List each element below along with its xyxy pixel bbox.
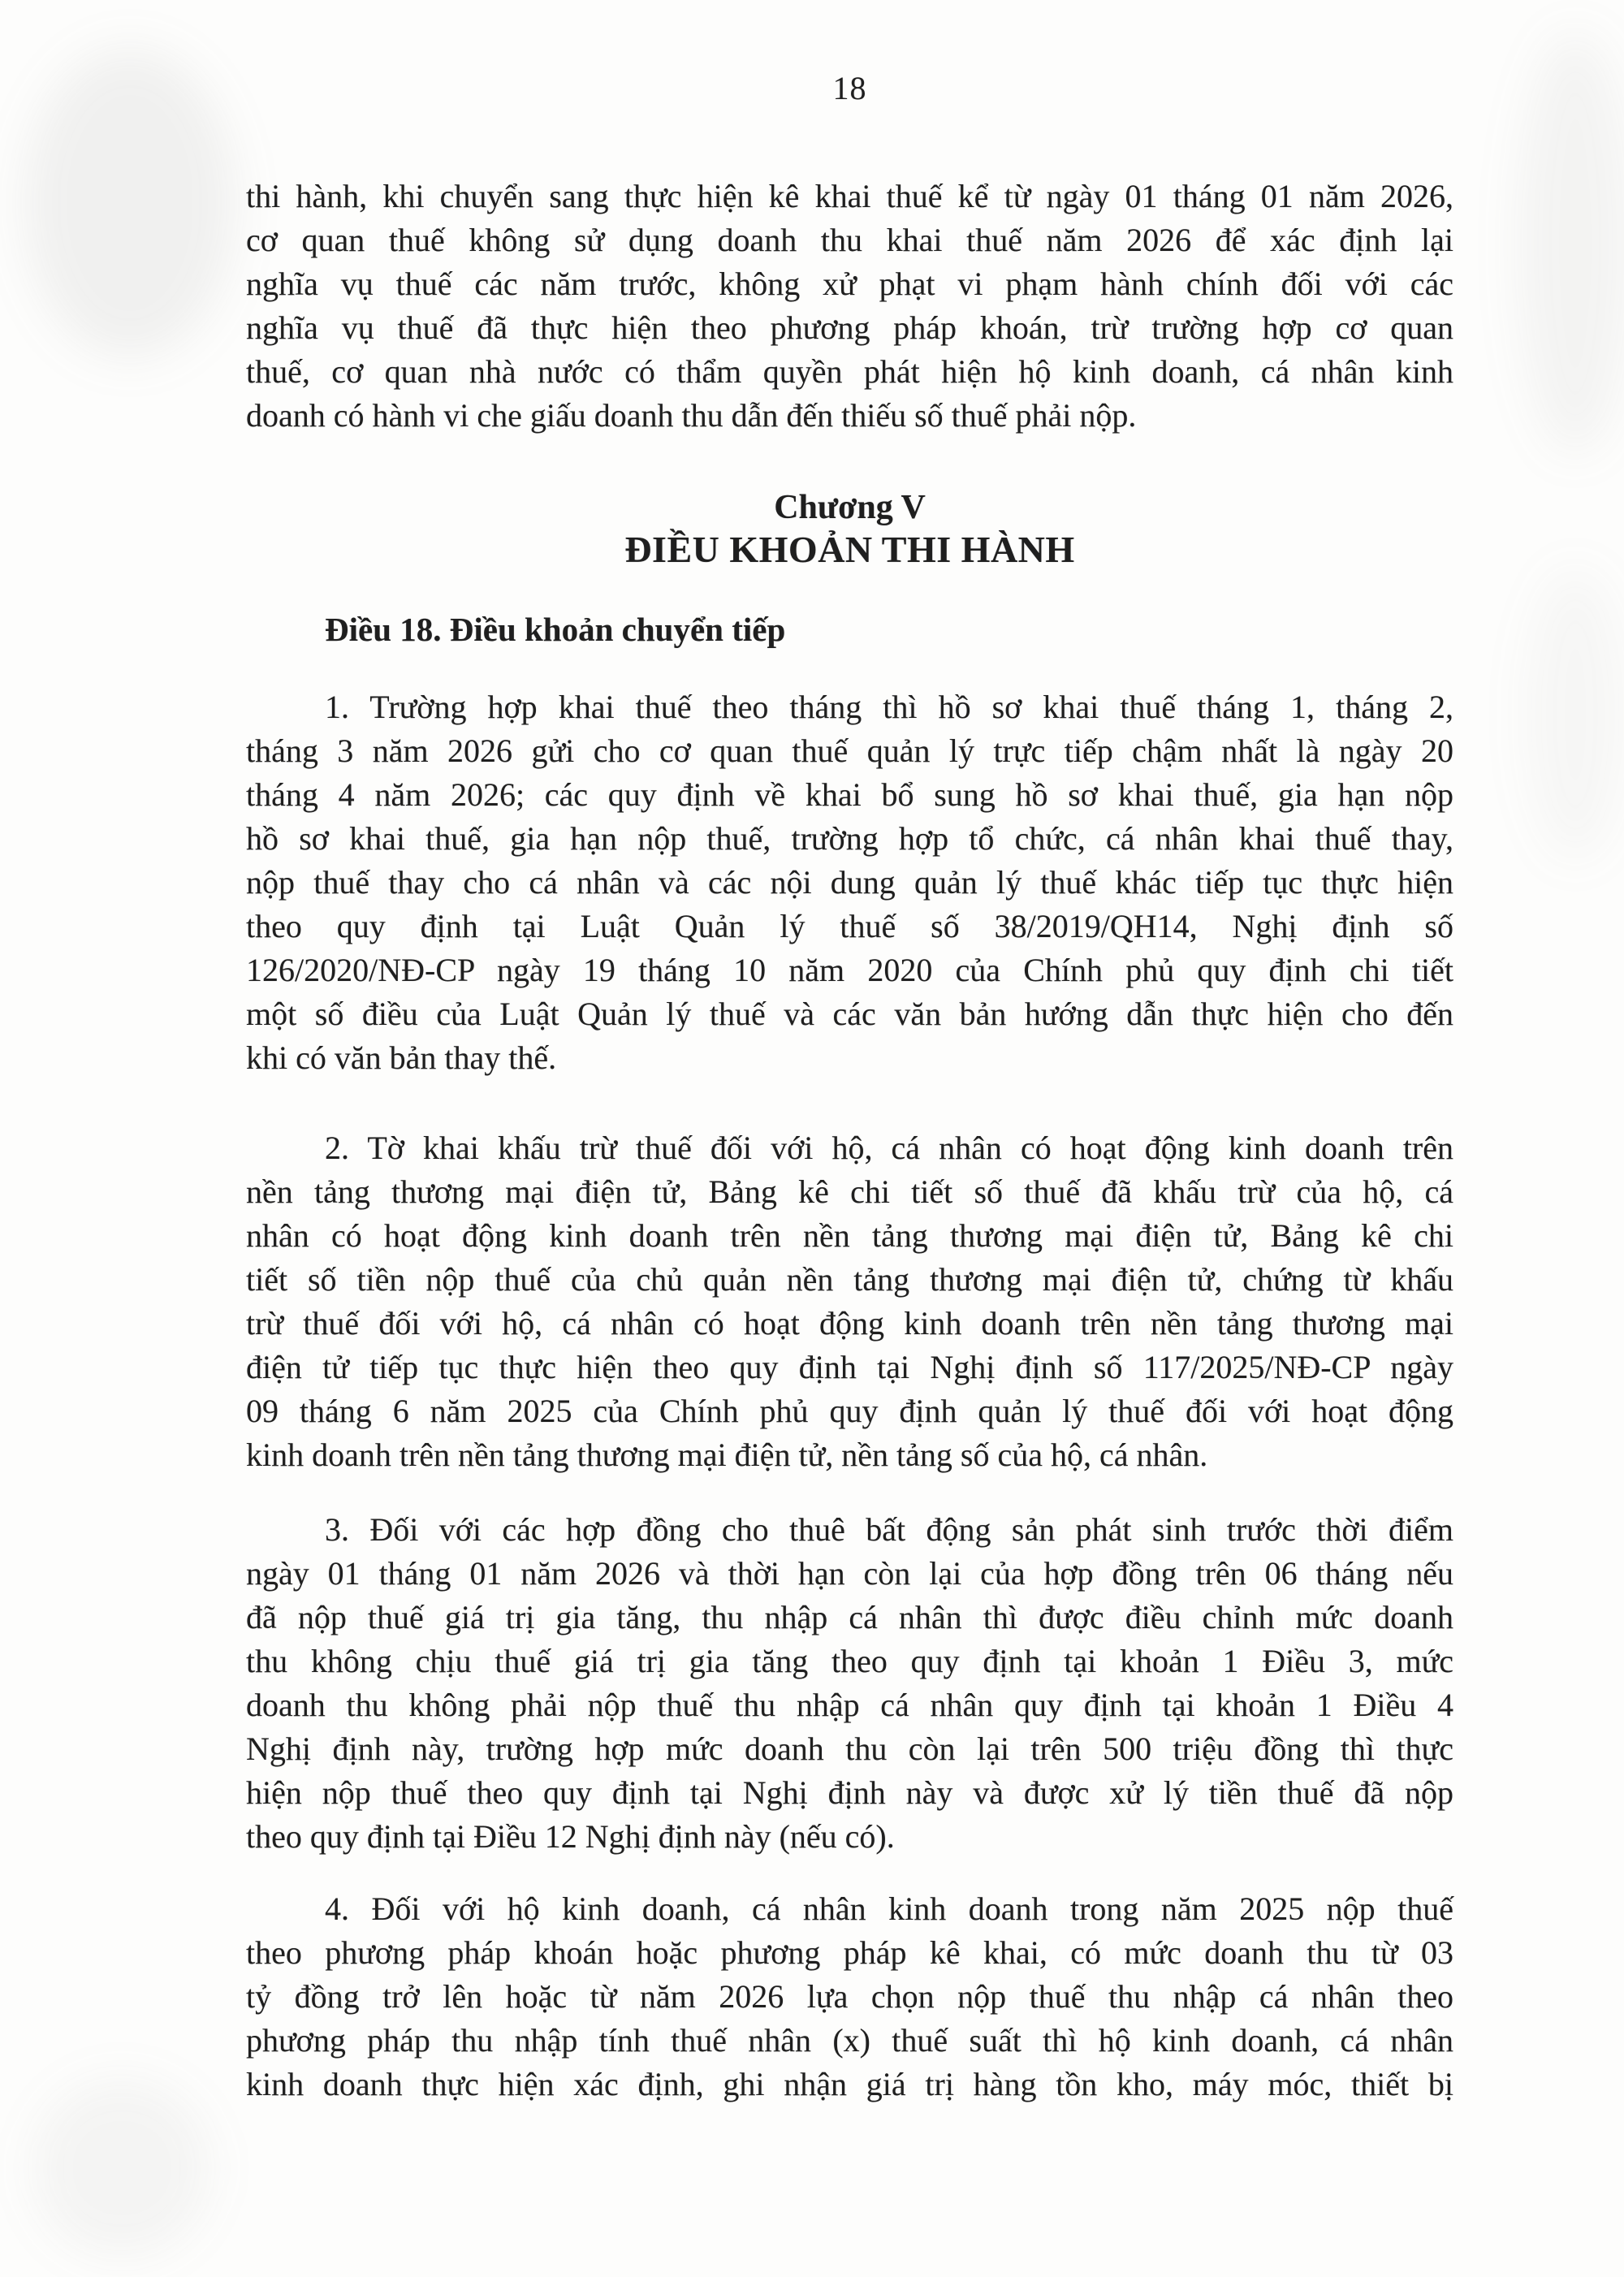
- document-body: [246, 175, 1453, 2106]
- page-content: [246, 0, 1453, 2106]
- text-line: nền tảng thương mại điện tử, Bảng kê chi tiết số thuế đã khấu trừ của hộ, cá: [246, 1173, 1453, 1210]
- text-line: doanh thu không phải nộp thuế thu nhập cá nhân quy định tại khoản 1 Điều 4: [246, 1687, 1453, 1723]
- text-line: tháng 3 năm 2026 gửi cho cơ quan thuế quản lý trực tiếp chậm nhất là ngày 20: [246, 732, 1453, 769]
- text-line: phương pháp thu nhập tính thuế nhân (x) thuế suất thì hộ kinh doanh, cá nhân: [246, 2022, 1453, 2059]
- text-line: thuế, cơ quan nhà nước có thẩm quyền phát hiện hộ kinh doanh, cá nhân kinh: [246, 353, 1453, 390]
- text-line: kinh doanh trên nền tảng thương mại điện tử, nền tảng số của hộ, cá nhân.: [246, 1437, 1208, 1473]
- text-line: 126/2020/NĐ-CP ngày 19 tháng 10 năm 2020 của Chính phủ quy định chi tiết: [246, 952, 1453, 988]
- article-heading: Điều 18. Điều khoản chuyển tiếp: [325, 611, 786, 648]
- text-line: tiết số tiền nộp thuế của chủ quản nền tảng thương mại điện tử, chứng từ khấu: [246, 1261, 1453, 1298]
- text-line: nhân có hoạt động kinh doanh trên nền tảng thương mại điện tử, Bảng kê chi: [246, 1217, 1453, 1254]
- text-line: theo quy định tại Điều 12 Nghị định này (nếu có).: [246, 1818, 895, 1855]
- scan-artifact: [24, 49, 235, 357]
- text-line: một số điều của Luật Quản lý thuế và các văn bản hướng dẫn thực hiện cho đến: [246, 996, 1453, 1032]
- text-line: đã nộp thuế giá trị gia tăng, thu nhập cá nhân thì được điều chỉnh mức doanh: [246, 1599, 1453, 1635]
- text-line: điện tử tiếp tục thực hiện theo quy định tại Nghị định số 117/2025/NĐ-CP ngày: [246, 1349, 1453, 1385]
- text-line: tỷ đồng trở lên hoặc từ năm 2026 lựa chọn nộp thuế thu nhập cá nhân theo: [246, 1978, 1453, 2015]
- text-line: 4. Đối với hộ kinh doanh, cá nhân kinh doanh trong năm 2025 nộp thuế: [325, 1890, 1453, 1927]
- text-line: doanh có hành vi che giấu doanh thu dẫn đến thiếu số thuế phải nộp.: [246, 397, 1137, 434]
- text-line: theo phương pháp khoán hoặc phương pháp kê khai, có mức doanh thu từ 03: [246, 1934, 1453, 1971]
- chapter-label: Chương V: [774, 489, 926, 526]
- text-line: tháng 4 năm 2026; các quy định về khai bổ sung hồ sơ khai thuế, gia hạn nộp: [246, 776, 1453, 813]
- body-paragraph: [246, 1508, 1453, 1859]
- text-line: khi có văn bản thay thế.: [246, 1039, 557, 1076]
- text-line: 3. Đối với các hợp đồng cho thuê bất động sản phát sinh trước thời điểm: [325, 1511, 1453, 1548]
- scan-artifact: [1518, 32, 1624, 455]
- text-line: nghĩa vụ thuế các năm trước, không xử phạt vi phạm hành chính đối với các: [246, 266, 1453, 302]
- body-paragraph: [246, 1126, 1453, 1477]
- text-line: kinh doanh thực hiện xác định, ghi nhận giá trị hàng tồn kho, máy móc, thiết bị: [246, 2066, 1453, 2102]
- body-paragraph: [246, 685, 1453, 1080]
- text-line: hiện nộp thuế theo quy định tại Nghị định này và được xử lý tiền thuế đã nộp: [246, 1774, 1453, 1811]
- scan-artifact: [1527, 568, 1624, 861]
- scan-artifact: [32, 2079, 211, 2258]
- text-line: hồ sơ khai thuế, gia hạn nộp thuế, trường hợp tổ chức, cá nhân khai thuế thay,: [246, 820, 1453, 857]
- text-line: 2. Tờ khai khấu trừ thuế đối với hộ, cá nhân có hoạt động kinh doanh trên: [325, 1130, 1453, 1166]
- page-number: 18: [832, 70, 867, 106]
- text-line: cơ quan thuế không sử dụng doanh thu khai thuế năm 2026 để xác định lại: [246, 222, 1453, 258]
- text-line: nộp thuế thay cho cá nhân và các nội dung quản lý thuế khác tiếp tục thực hiện: [246, 864, 1453, 901]
- text-line: ngày 01 tháng 01 năm 2026 và thời hạn còn lại của hợp đồng trên 06 tháng nếu: [246, 1555, 1453, 1592]
- chapter-heading: [246, 487, 1453, 572]
- text-line: 09 tháng 6 năm 2025 của Chính phủ quy định quản lý thuế đối với hoạt động: [246, 1393, 1453, 1429]
- text-line: thi hành, khi chuyển sang thực hiện kê khai thuế kể từ ngày 01 tháng 01 năm 2026,: [246, 178, 1453, 214]
- text-line: thu không chịu thuế giá trị gia tăng theo quy định tại khoản 1 Điều 3, mức: [246, 1643, 1453, 1679]
- chapter-title: ĐIỀU KHOẢN THI HÀNH: [624, 529, 1075, 570]
- body-paragraph: [246, 1887, 1453, 2106]
- body-paragraph: [246, 175, 1453, 438]
- text-line: Nghị định này, trường hợp mức doanh thu còn lại trên 500 triệu đồng thì thực: [246, 1730, 1453, 1767]
- text-line: 1. Trường hợp khai thuế theo tháng thì hồ sơ khai thuế tháng 1, tháng 2,: [325, 689, 1453, 725]
- text-line: nghĩa vụ thuế đã thực hiện theo phương pháp khoán, trừ trường hợp cơ quan: [246, 309, 1453, 346]
- text-line: trừ thuế đối với hộ, cá nhân có hoạt động kinh doanh trên nền tảng thương mại: [246, 1305, 1453, 1342]
- text-line: theo quy định tại Luật Quản lý thuế số 38/2019/QH14, Nghị định số: [246, 908, 1453, 944]
